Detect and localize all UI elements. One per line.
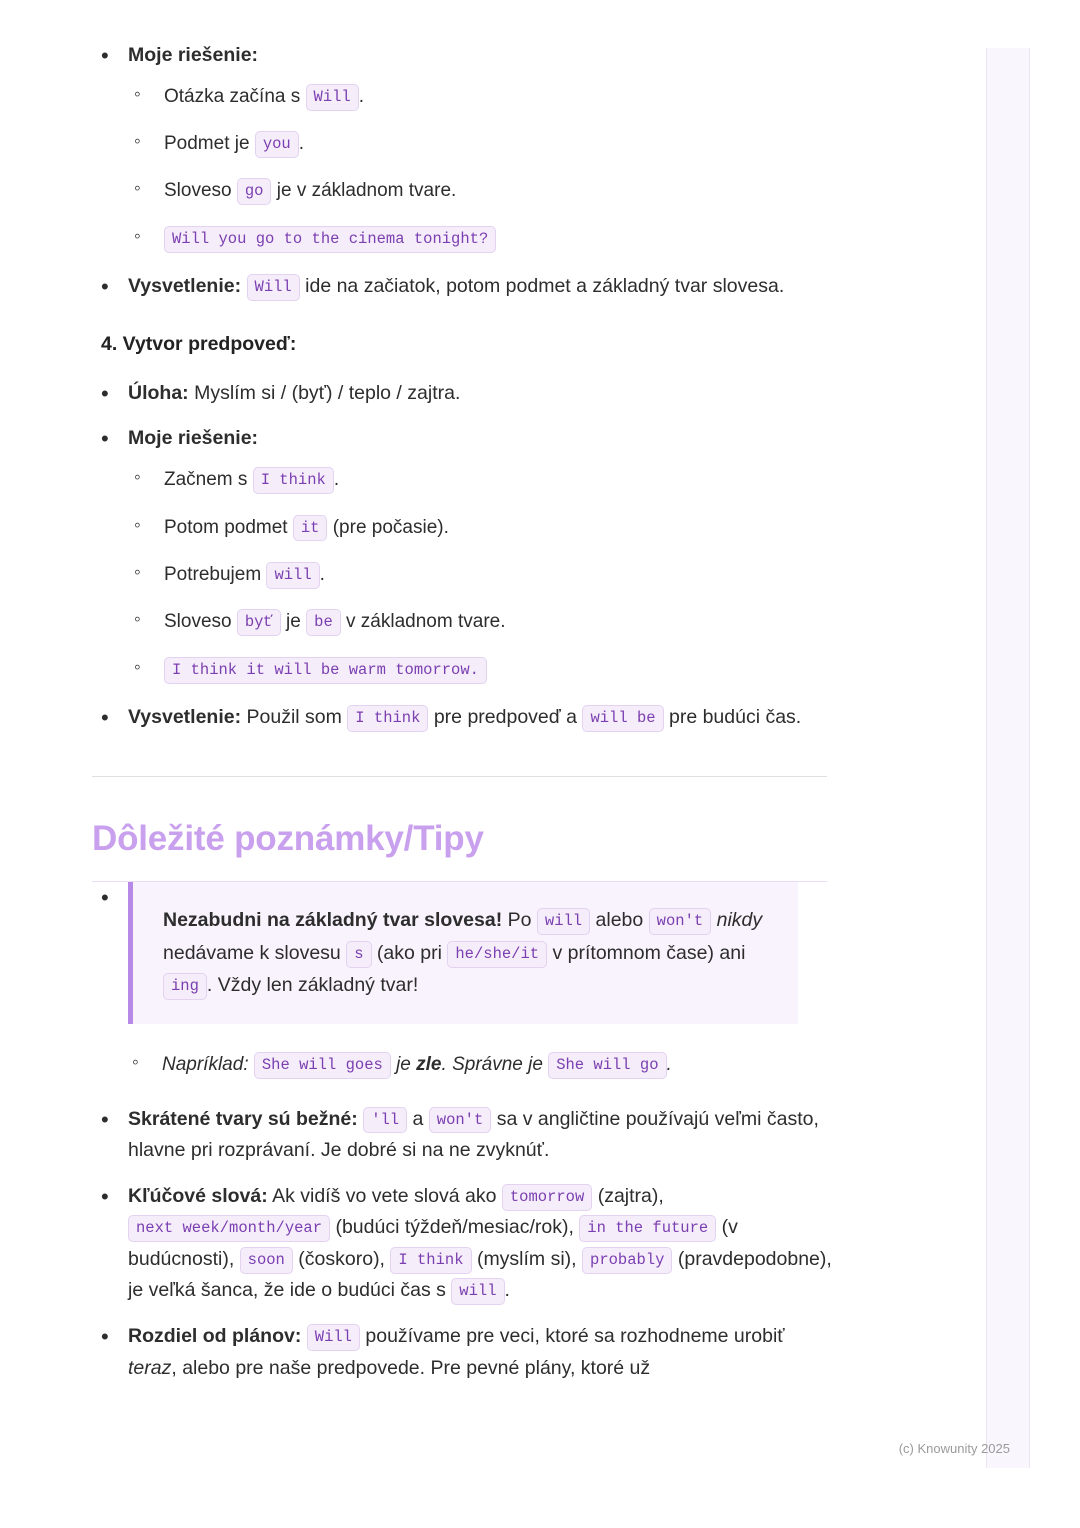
- inline-code: ing: [163, 973, 207, 1000]
- section-divider: [92, 776, 827, 777]
- notes-items-list: [92, 1104, 832, 1385]
- list-item: [128, 82, 832, 111]
- inline-code: will: [451, 1278, 504, 1305]
- callout-box: [128, 882, 798, 1024]
- inline-code: probably: [582, 1247, 672, 1274]
- inline-code: go: [237, 178, 272, 205]
- inline-code: will: [266, 562, 319, 589]
- step-text-end: .: [319, 563, 325, 585]
- step-text: Otázka začína s: [164, 85, 306, 107]
- section4-solution-item: [92, 423, 832, 684]
- step-text: Potom podmet: [164, 516, 293, 538]
- inline-code: 'll: [363, 1107, 407, 1134]
- inline-code: tomorrow: [502, 1184, 592, 1211]
- note-item-contractions: [92, 1104, 832, 1167]
- explanation-text: ide na začiatok, potom podmet a základný tvar slovesa.: [299, 275, 785, 298]
- example-text-end: .: [666, 1054, 672, 1076]
- example-wrong-word: zle: [416, 1054, 442, 1076]
- inline-code: will: [537, 908, 590, 935]
- example-lead: Napríklad:: [162, 1054, 254, 1076]
- footer-credit: (c) Knowunity 2025: [898, 1441, 1010, 1456]
- note-text: (v budúcnosti),: [128, 1216, 738, 1270]
- section4-solution-label: Moje riešenie:: [128, 427, 259, 450]
- inline-code: you: [255, 131, 299, 158]
- explanation-label: Vysvetlenie:: [128, 706, 242, 729]
- inline-code-right: She will go: [548, 1052, 666, 1079]
- inline-code: s: [346, 941, 371, 968]
- inline-code: I think: [253, 467, 334, 494]
- list-item: [128, 513, 832, 542]
- list-item: [128, 465, 832, 494]
- inline-code-wrong: She will goes: [254, 1052, 391, 1079]
- list-item: [128, 607, 832, 636]
- note-text: (pravdepodobne), je veľká šanca, že ide o budúci čas s: [128, 1247, 832, 1302]
- task-text: Myslím si / (byť) / teplo / zajtra.: [188, 381, 461, 404]
- example-list: [92, 1050, 832, 1079]
- callout-text: (ako pri: [371, 941, 448, 964]
- list-item: [128, 655, 832, 684]
- note-text: a: [407, 1107, 429, 1130]
- inline-code: byť: [237, 609, 281, 636]
- inline-code: next week/month/year: [128, 1215, 330, 1242]
- step-text-end: v základnom tvare.: [340, 611, 506, 633]
- example-sentence-code: I think it will be warm tomorrow.: [164, 657, 487, 684]
- inline-code: Will: [306, 84, 359, 111]
- step-text-end: (pre počasie).: [327, 516, 449, 538]
- step-text-end: .: [298, 133, 305, 155]
- note-text: (zajtra),: [592, 1184, 664, 1207]
- section3-explanation-item: [92, 271, 832, 303]
- callout-text: nedávame k slovesu: [163, 941, 347, 964]
- note-label: Skrátené tvary sú bežné:: [128, 1107, 358, 1130]
- section3-steps: [128, 82, 832, 254]
- example-sentence-code: Will you go to the cinema tonight?: [164, 226, 496, 253]
- note-text: (myslím si),: [471, 1247, 583, 1270]
- callout-text: . Vždy len základný tvar!: [206, 974, 419, 997]
- callout-italic: nikdy: [716, 908, 763, 931]
- note-text-end: , alebo pre naše predpovede. Pre pevné plány, ktoré už: [171, 1356, 651, 1379]
- note-item-keywords: [92, 1181, 832, 1307]
- notes-heading: Dôležité poznámky/Tipy: [92, 818, 484, 858]
- section4-explanation-item: [92, 702, 832, 734]
- step-text: Sloveso: [164, 611, 237, 633]
- explanation-text: Použil som: [241, 706, 348, 729]
- note-text: (budúci týždeň/mesiac/rok),: [330, 1216, 580, 1239]
- notes-list: [92, 882, 832, 1024]
- step-text: Potrebujem: [164, 563, 267, 585]
- inline-code: be: [306, 609, 341, 636]
- inline-code: it: [293, 515, 328, 542]
- step-text: Sloveso: [164, 180, 237, 202]
- explanation-text-end: pre budúci čas.: [663, 706, 802, 729]
- explanation-label: Vysvetlenie:: [128, 275, 242, 298]
- section4-title: 4. Vytvor predpoveď:: [101, 332, 297, 355]
- step-text-mid: je: [280, 611, 307, 633]
- list-item: [128, 224, 832, 253]
- section3-solution-label: Moje riešenie:: [128, 44, 259, 66]
- note-text: (čoskoro),: [292, 1247, 391, 1270]
- list-item: [128, 560, 832, 589]
- note-label: Rozdiel od plánov:: [128, 1324, 302, 1347]
- inline-code: Will: [307, 1324, 360, 1351]
- callout-text: alebo: [590, 908, 649, 931]
- step-text: Podmet je: [164, 133, 255, 155]
- section3-solution-item: [92, 40, 832, 253]
- example-text: je: [390, 1054, 417, 1076]
- note-text: používame pre veci, ktoré sa rozhodneme urobiť: [359, 1324, 785, 1347]
- callout-text: v prítomnom čase) ani: [547, 941, 746, 964]
- callout-item: [92, 882, 832, 1024]
- section4-steps: [128, 465, 832, 684]
- section4-list: [92, 378, 832, 734]
- note-italic: teraz: [128, 1356, 172, 1379]
- inline-code: will be: [582, 705, 663, 732]
- section4-task-item: [92, 378, 832, 410]
- note-item-plans: [92, 1321, 832, 1384]
- list-item: [128, 129, 832, 158]
- section3-list: [92, 40, 832, 303]
- step-text: Začnem s: [164, 469, 253, 491]
- inline-code: I think: [347, 705, 428, 732]
- inline-code: in the future: [579, 1215, 716, 1242]
- inline-code: soon: [240, 1247, 293, 1274]
- explanation-text-mid: pre predpoveď a: [428, 706, 583, 729]
- note-text-end: sa v angličtine používajú veľmi často, hlavne pri rozprávaní. Je dobré si na ne zvyknúť.: [128, 1107, 819, 1162]
- callout-bold: Nezabudni na základný tvar slovesa!: [163, 908, 503, 931]
- callout-text: Po: [502, 908, 537, 931]
- note-text: Ak vidíš vo vete slová ako: [267, 1184, 502, 1207]
- step-text-end: je v základnom tvare.: [271, 180, 457, 202]
- note-label: Kľúčové slová:: [128, 1184, 268, 1207]
- page-side-strip: [986, 48, 1030, 1468]
- example-text: . Správne je: [441, 1054, 549, 1076]
- inline-code: I think: [390, 1247, 471, 1274]
- inline-code: he/she/it: [447, 941, 547, 968]
- document-content: [92, 40, 832, 1384]
- task-label: Úloha:: [128, 381, 189, 404]
- step-text-end: .: [333, 469, 340, 491]
- list-item: [128, 176, 832, 205]
- inline-code: won't: [649, 908, 712, 935]
- inline-code: won't: [429, 1107, 492, 1134]
- inline-code: Will: [247, 274, 300, 301]
- list-item: [92, 1050, 832, 1079]
- step-text-end: .: [358, 85, 365, 107]
- note-text-end: .: [504, 1279, 510, 1302]
